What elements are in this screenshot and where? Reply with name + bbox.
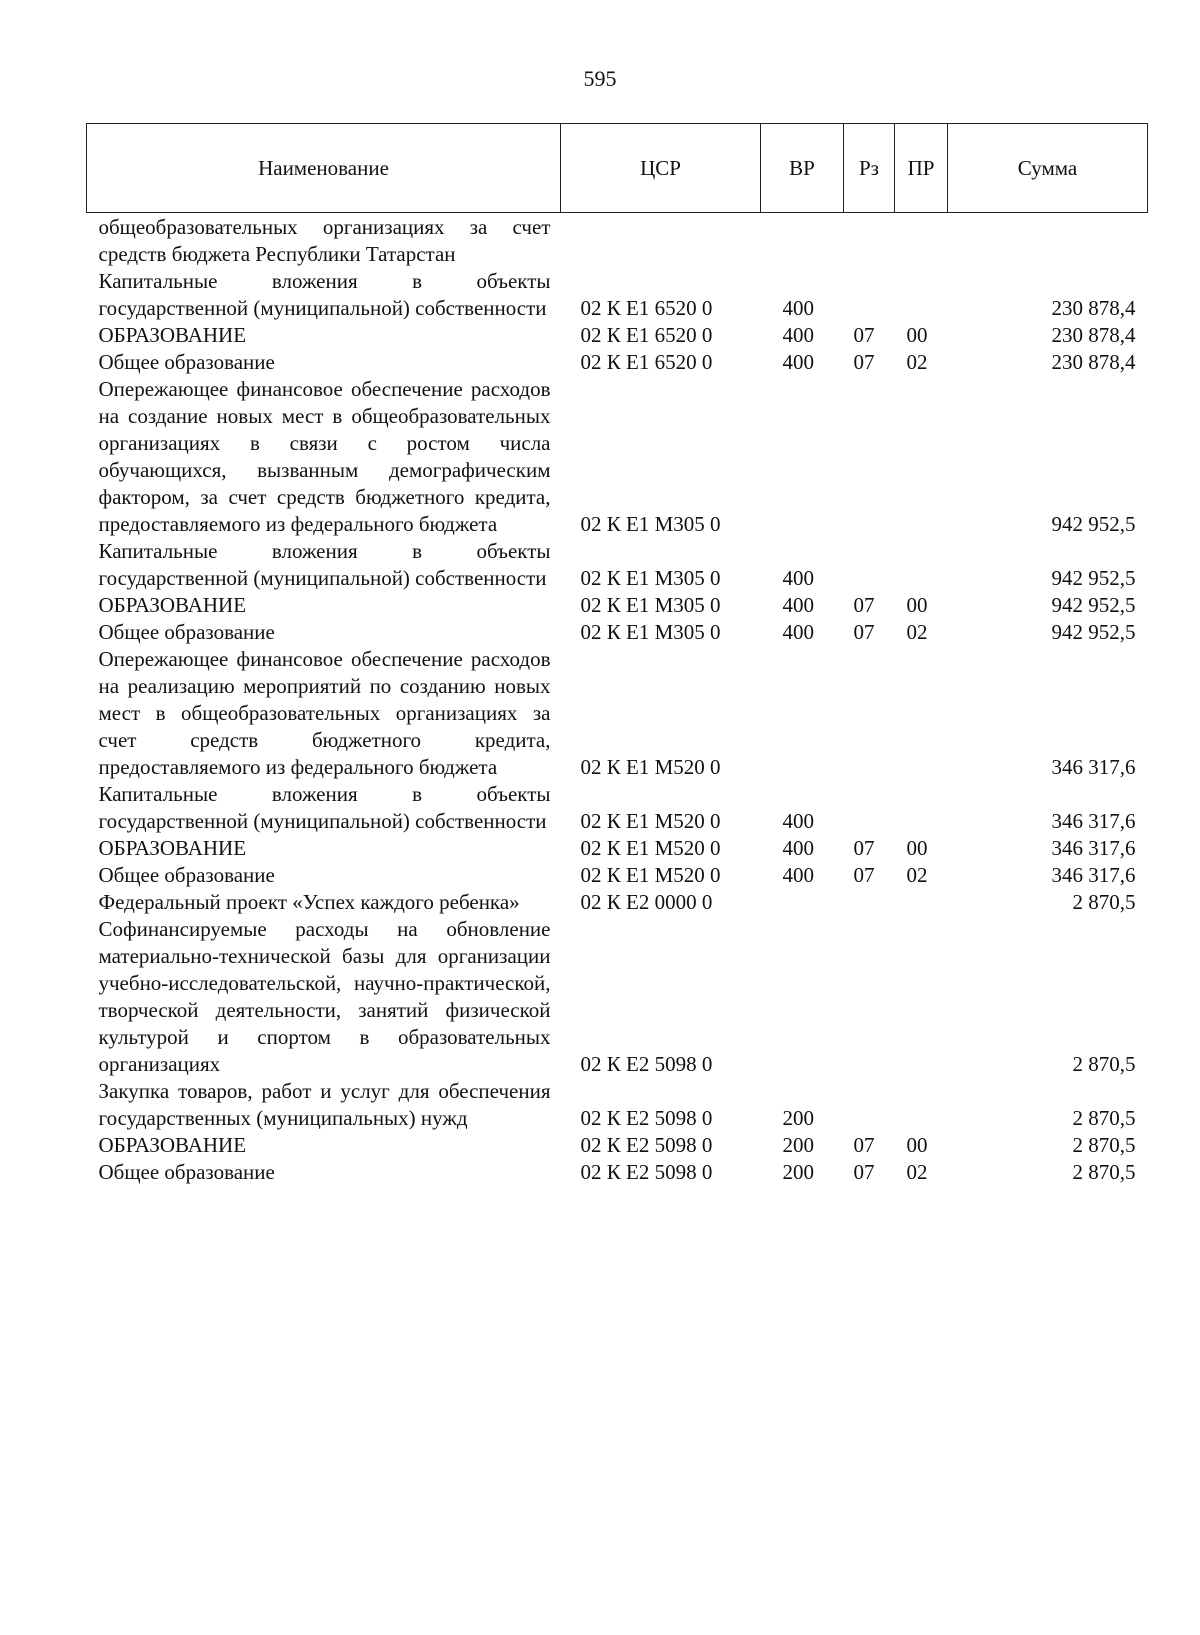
- row-rz: 07: [853, 1160, 875, 1184]
- table-row: [87, 835, 1148, 862]
- row-vr: 200: [782, 1133, 814, 1157]
- row-name: ОБРАЗОВАНИЕ: [98, 323, 247, 347]
- row-csr: 02 К Е1 6520 0: [580, 350, 713, 374]
- header-csr: ЦСР: [561, 124, 761, 213]
- row-pr: [895, 781, 948, 835]
- row-sum: [948, 213, 1148, 269]
- row-sum: 942 952,5: [1051, 593, 1136, 617]
- table-row: [87, 646, 1148, 781]
- row-pr: 00: [906, 323, 928, 347]
- row-pr: [895, 268, 948, 322]
- row-csr: 02 К Е1 М520 0: [580, 836, 721, 860]
- table-row: [87, 1132, 1148, 1159]
- header-name: Наименование: [87, 124, 561, 213]
- page-number: 595: [583, 66, 617, 91]
- row-vr: 400: [782, 296, 814, 320]
- row-sum: 942 952,5: [1051, 620, 1136, 644]
- row-csr: 02 К Е1 6520 0: [580, 296, 713, 320]
- row-rz: [844, 781, 895, 835]
- row-sum: 346 317,6: [1051, 809, 1136, 833]
- row-pr: 00: [906, 593, 928, 617]
- row-name: общеобразовательных организациях за счет средств бюджета Республики Татарстан: [98, 215, 551, 266]
- row-rz: 07: [853, 863, 875, 887]
- row-pr: [895, 376, 948, 538]
- row-name: Опережающее финансовое обеспечение расходов на создание новых мест в общеобразовательных организациях в связи с ростом числа обучающихся, вызванным демографическим фактором, за счет средств бюджетного кредита, предоставляемого из федерального бюджета: [98, 377, 551, 536]
- row-csr: 02 К Е2 5098 0: [580, 1052, 713, 1076]
- row-rz: [844, 1078, 895, 1132]
- row-sum: 2 870,5: [1072, 890, 1136, 914]
- row-sum: 2 870,5: [1072, 1052, 1136, 1076]
- row-rz: [844, 538, 895, 592]
- row-csr: [561, 213, 761, 269]
- row-name: ОБРАЗОВАНИЕ: [98, 1133, 247, 1157]
- row-csr: 02 К Е1 М305 0: [580, 512, 721, 536]
- row-name: Капитальные вложения в объекты государственной (муниципальной) собственности: [98, 782, 551, 833]
- row-vr: 400: [782, 323, 814, 347]
- row-name: Общее образование: [98, 1160, 275, 1184]
- row-rz: [844, 268, 895, 322]
- row-pr: 00: [906, 1133, 928, 1157]
- row-csr: 02 К Е1 М520 0: [580, 863, 721, 887]
- row-rz: 07: [853, 350, 875, 374]
- header-pr: ПР: [895, 124, 948, 213]
- row-sum: 346 317,6: [1051, 836, 1136, 860]
- row-vr: [761, 646, 844, 781]
- row-csr: 02 К Е2 0000 0: [580, 890, 713, 914]
- row-csr: 02 К Е2 5098 0: [580, 1106, 713, 1130]
- row-csr: 02 К Е1 6520 0: [580, 323, 713, 347]
- row-rz: [844, 889, 895, 916]
- row-csr: 02 К Е1 М305 0: [580, 566, 721, 590]
- table-row: [87, 619, 1148, 646]
- row-sum: 942 952,5: [1051, 566, 1136, 590]
- row-pr: [895, 916, 948, 1078]
- row-rz: 07: [853, 620, 875, 644]
- row-vr: [761, 889, 844, 916]
- row-name: ОБРАЗОВАНИЕ: [98, 836, 247, 860]
- row-rz: [844, 213, 895, 269]
- row-pr: [895, 213, 948, 269]
- table-row: [87, 376, 1148, 538]
- header-row: [87, 124, 1148, 213]
- table-body: [87, 213, 1148, 1187]
- row-vr: 400: [782, 809, 814, 833]
- row-vr: 400: [782, 350, 814, 374]
- row-vr: [761, 916, 844, 1078]
- row-name: Софинансируемые расходы на обновление материально-технической базы для организации учебно-исследовательской, научно-практической, творческой деятельности, занятий физической культурой и спортом в образовательных организациях: [98, 917, 551, 1076]
- row-sum: 230 878,4: [1051, 350, 1136, 374]
- row-csr: 02 К Е1 М305 0: [580, 593, 721, 617]
- table-row: [87, 889, 1148, 916]
- row-vr: [761, 213, 844, 269]
- row-sum: 346 317,6: [1051, 863, 1136, 887]
- table-row: [87, 1159, 1148, 1186]
- row-rz: [844, 646, 895, 781]
- row-name: Капитальные вложения в объекты государственной (муниципальной) собственности: [98, 269, 551, 320]
- row-vr: 200: [782, 1106, 814, 1130]
- row-pr: 02: [906, 350, 928, 374]
- row-rz: [844, 916, 895, 1078]
- row-vr: 400: [782, 863, 814, 887]
- row-rz: 07: [853, 1133, 875, 1157]
- table-header: [87, 124, 1148, 213]
- row-sum: 2 870,5: [1072, 1133, 1136, 1157]
- row-name: ОБРАЗОВАНИЕ: [98, 593, 247, 617]
- row-vr: 400: [782, 593, 814, 617]
- row-pr: [895, 538, 948, 592]
- row-sum: 2 870,5: [1072, 1106, 1136, 1130]
- row-pr: [895, 1078, 948, 1132]
- row-sum: 346 317,6: [1051, 755, 1136, 779]
- header-vr: ВР: [761, 124, 844, 213]
- row-sum: 230 878,4: [1051, 323, 1136, 347]
- header-sum: Сумма: [948, 124, 1148, 213]
- table-row: [87, 538, 1148, 592]
- row-name: Общее образование: [98, 350, 275, 374]
- row-vr: 400: [782, 566, 814, 590]
- table-row: [87, 322, 1148, 349]
- table-row: [87, 213, 1148, 269]
- row-name: Общее образование: [98, 620, 275, 644]
- table-row: [87, 1078, 1148, 1132]
- row-csr: 02 К Е1 М305 0: [580, 620, 721, 644]
- row-rz: [844, 376, 895, 538]
- row-vr: [761, 376, 844, 538]
- row-pr: 02: [906, 863, 928, 887]
- budget-table: [86, 123, 1148, 1186]
- row-name: Закупка товаров, работ и услуг для обеспечения государственных (муниципальных) нужд: [98, 1079, 551, 1130]
- row-name: Федеральный проект «Успех каждого ребенка»: [98, 890, 520, 914]
- table-row: [87, 862, 1148, 889]
- row-vr: 400: [782, 836, 814, 860]
- row-rz: 07: [853, 593, 875, 617]
- row-sum: 942 952,5: [1051, 512, 1136, 536]
- table-row: [87, 349, 1148, 376]
- row-vr: 400: [782, 620, 814, 644]
- row-pr: 00: [906, 836, 928, 860]
- table-row: [87, 781, 1148, 835]
- row-pr: 02: [906, 620, 928, 644]
- header-rz: Рз: [844, 124, 895, 213]
- row-pr: 02: [906, 1160, 928, 1184]
- row-vr: 200: [782, 1160, 814, 1184]
- row-name: Общее образование: [98, 863, 275, 887]
- table-row: [87, 916, 1148, 1078]
- row-sum: 230 878,4: [1051, 296, 1136, 320]
- row-name: Опережающее финансовое обеспечение расходов на реализацию мероприятий по созданию новых мест в общеобразовательных организациях за счет средств бюджетного кредита, предоставляемого из федерального бюджета: [98, 647, 551, 779]
- row-csr: 02 К Е2 5098 0: [580, 1133, 713, 1157]
- row-pr: [895, 646, 948, 781]
- row-csr: 02 К Е2 5098 0: [580, 1160, 713, 1184]
- row-csr: 02 К Е1 М520 0: [580, 755, 721, 779]
- table-row: [87, 268, 1148, 322]
- row-sum: 2 870,5: [1072, 1160, 1136, 1184]
- table-row: [87, 592, 1148, 619]
- row-rz: 07: [853, 323, 875, 347]
- row-rz: 07: [853, 836, 875, 860]
- row-csr: 02 К Е1 М520 0: [580, 809, 721, 833]
- row-pr: [895, 889, 948, 916]
- row-name: Капитальные вложения в объекты государственной (муниципальной) собственности: [98, 539, 551, 590]
